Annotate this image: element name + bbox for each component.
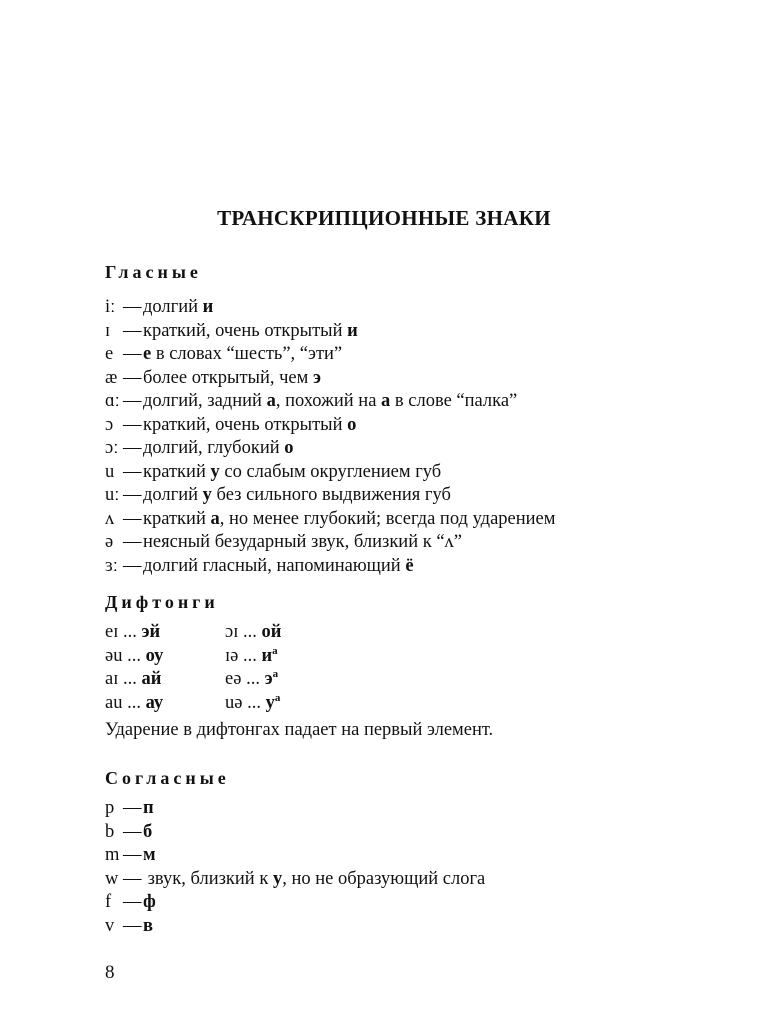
transcription-entry [105, 868, 485, 892]
description-text: без сильного выдвижения губ [211, 485, 451, 505]
description-text: долгий, задний [143, 391, 267, 411]
russian-letter: о [347, 414, 357, 435]
ipa-symbol: ɔ [105, 414, 114, 435]
ipa-symbol: u [105, 461, 115, 482]
entry-description [143, 892, 156, 912]
transcription-entry [105, 437, 555, 461]
diphthong-russian: ай [141, 669, 162, 689]
vowel-list [105, 296, 555, 578]
russian-letter: ф [143, 892, 156, 912]
russian-letter: у [202, 485, 212, 505]
diphthong-russian: у [265, 692, 275, 713]
ipa-symbol: ɜː [105, 555, 118, 576]
ipa-symbol: e [105, 344, 114, 364]
transcription-entry [105, 484, 555, 508]
diphthong-cell: aɪ ... ай [105, 669, 162, 689]
diphthong-cell: eɪ ... эй [105, 622, 161, 642]
russian-letter: а [266, 391, 276, 411]
description-text: краткий, очень открытый [143, 414, 348, 435]
entry-description [143, 485, 451, 505]
diphthong-row [105, 692, 281, 716]
russian-letter: а [210, 508, 220, 529]
entry-description [143, 321, 358, 341]
entry-description [143, 798, 154, 818]
transcription-entry [105, 821, 485, 845]
entry-dash: — [123, 297, 142, 317]
diphthong-superscript: а [272, 644, 278, 657]
ipa-symbol: uː [105, 485, 120, 505]
entry-dash: — [123, 508, 142, 529]
diphthong-ipa: əu [105, 645, 123, 666]
transcription-entry [105, 461, 555, 485]
entry-description [143, 532, 462, 552]
diphthong-russian: ой [261, 622, 282, 642]
ipa-symbol: ʌ [105, 508, 115, 529]
ipa-symbol: iː [105, 297, 116, 317]
entry-description [143, 556, 414, 576]
diphthong-cell: eə ... $э^а$ [225, 668, 279, 689]
consonants-heading: Согласные [105, 768, 230, 788]
description-text: в словах “шесть”, “эти” [151, 344, 343, 364]
description-text: со слабым округлением губ [219, 461, 442, 482]
page-number: 8 [105, 962, 115, 983]
description-text: неясный безударный звук, близкий к “ʌ” [143, 532, 463, 552]
diphthong-ipa: ɔɪ [225, 622, 239, 642]
entry-dash: — [123, 414, 142, 435]
diphthong-stress-note: Ударение в дифтонгах падает на первый элемент. [105, 720, 494, 740]
transcription-entry [105, 296, 555, 320]
entry-dash: — [123, 892, 142, 912]
diphthongs-heading: Дифтонги [105, 592, 219, 612]
entry-description [143, 845, 156, 865]
description-text: звук, близкий к [143, 868, 273, 889]
transcription-entry [105, 367, 555, 391]
entry-description [143, 368, 321, 388]
description-text: краткий [143, 508, 211, 529]
entry-dash: — [123, 821, 142, 842]
entry-description [143, 297, 213, 317]
description-text: в слове “палка” [390, 391, 518, 411]
transcription-entry [105, 320, 555, 344]
entry-dash: — [123, 798, 142, 818]
vowels-heading: Гласные [105, 262, 202, 282]
ipa-symbol: f [105, 892, 112, 912]
diphthong-cell: uə ... $у^а$ [225, 691, 281, 713]
transcription-entry [105, 508, 555, 532]
transcription-entry [105, 891, 485, 915]
entry-dash: — [123, 868, 142, 889]
description-text: , но менее глубокий; всегда под ударением [219, 508, 556, 529]
entry-dash: — [123, 391, 142, 411]
ipa-symbol: ɑː [105, 391, 120, 411]
description-text: краткий [143, 461, 211, 482]
diphthong-superscript: а [272, 668, 279, 680]
diphthong-russian: эй [141, 622, 161, 642]
diphthong-row [105, 668, 281, 692]
entry-description [143, 822, 152, 842]
diphthong-ipa: uə [225, 692, 243, 713]
russian-letter: у [272, 868, 283, 889]
transcription-entry [105, 531, 555, 555]
diphthong-cell: au ... ау [105, 692, 164, 713]
russian-letter: э [312, 367, 321, 388]
russian-letter: а [381, 391, 391, 411]
entry-description [143, 462, 441, 482]
russian-letter: в [143, 915, 153, 936]
diphthong-russian: э [264, 669, 273, 689]
russian-letter: и [347, 320, 358, 341]
entry-description [143, 509, 555, 529]
ipa-symbol: m [105, 845, 120, 865]
ipa-symbol: ə [105, 532, 114, 552]
diphthong-russian: оу [145, 645, 164, 666]
transcription-entry [105, 343, 555, 367]
diphthong-cell: əu ... оу [105, 645, 164, 666]
diphthong-row [105, 621, 281, 645]
russian-letter: е [143, 344, 152, 364]
description-text: долгий гласный, напоминающий [143, 555, 406, 576]
russian-letter: п [143, 798, 154, 818]
entry-dash: — [123, 532, 142, 552]
ipa-symbol: æ [105, 367, 118, 388]
diphthong-ipa: eə [225, 669, 242, 689]
transcription-entry [105, 414, 555, 438]
entry-dash: — [123, 915, 142, 936]
entry-dash: — [123, 320, 142, 341]
russian-letter: и [202, 297, 214, 317]
entry-description [143, 438, 294, 458]
transcription-entry [105, 915, 485, 939]
description-text: , похожий на [275, 391, 382, 411]
diphthong-cell: ɔɪ ... ой [225, 622, 282, 642]
description-text: долгий [143, 485, 203, 505]
transcription-entry [105, 555, 555, 579]
entry-dash: — [123, 344, 142, 364]
diphthong-russian: ау [145, 692, 164, 713]
russian-letter: ё [405, 555, 414, 576]
entry-description [143, 869, 485, 889]
page-title: ТРАНСКРИПЦИОННЫЕ ЗНАКИ [217, 206, 551, 230]
ipa-symbol: p [105, 798, 115, 818]
description-text: , но не образующий слога [282, 868, 486, 889]
description-text: краткий, очень открытый [143, 320, 348, 341]
russian-letter: м [143, 845, 156, 865]
entry-description [143, 916, 153, 936]
entry-dash: — [123, 555, 142, 576]
description-text: более открытый, чем [143, 367, 313, 388]
description-text: долгий, глубокий [143, 438, 285, 458]
transcription-entry [105, 390, 555, 414]
entry-description [143, 391, 517, 411]
ipa-symbol: b [105, 821, 115, 842]
transcription-entry [105, 797, 485, 821]
ipa-symbol: ɪ [105, 320, 111, 341]
diphthong-ipa: ɪə [225, 645, 239, 666]
description-text: долгий [143, 297, 203, 317]
diphthong-ipa: au [105, 692, 123, 713]
transcription-entry [105, 844, 485, 868]
diphthong-cell: ɪə ... $и^а$ [225, 644, 278, 666]
entry-dash: — [123, 461, 142, 482]
russian-letter: у [210, 461, 220, 482]
diphthong-superscript: а [274, 691, 281, 704]
diphthong-russian: и [261, 645, 273, 666]
ipa-symbol: ɔː [105, 438, 119, 458]
diphthong-table [105, 621, 281, 715]
diphthong-row [105, 645, 281, 669]
diphthong-ipa: aɪ [105, 669, 119, 689]
entry-description [143, 415, 356, 435]
diphthong-ipa: eɪ [105, 622, 119, 642]
entry-dash: — [123, 845, 142, 865]
russian-letter: о [284, 438, 294, 458]
russian-letter: б [143, 821, 153, 842]
consonant-list [105, 797, 485, 938]
ipa-symbol: w [105, 868, 119, 889]
entry-description [143, 344, 342, 364]
ipa-symbol: v [105, 915, 115, 936]
entry-dash: — [123, 438, 142, 458]
entry-dash: — [123, 367, 142, 388]
entry-dash: — [123, 485, 142, 505]
